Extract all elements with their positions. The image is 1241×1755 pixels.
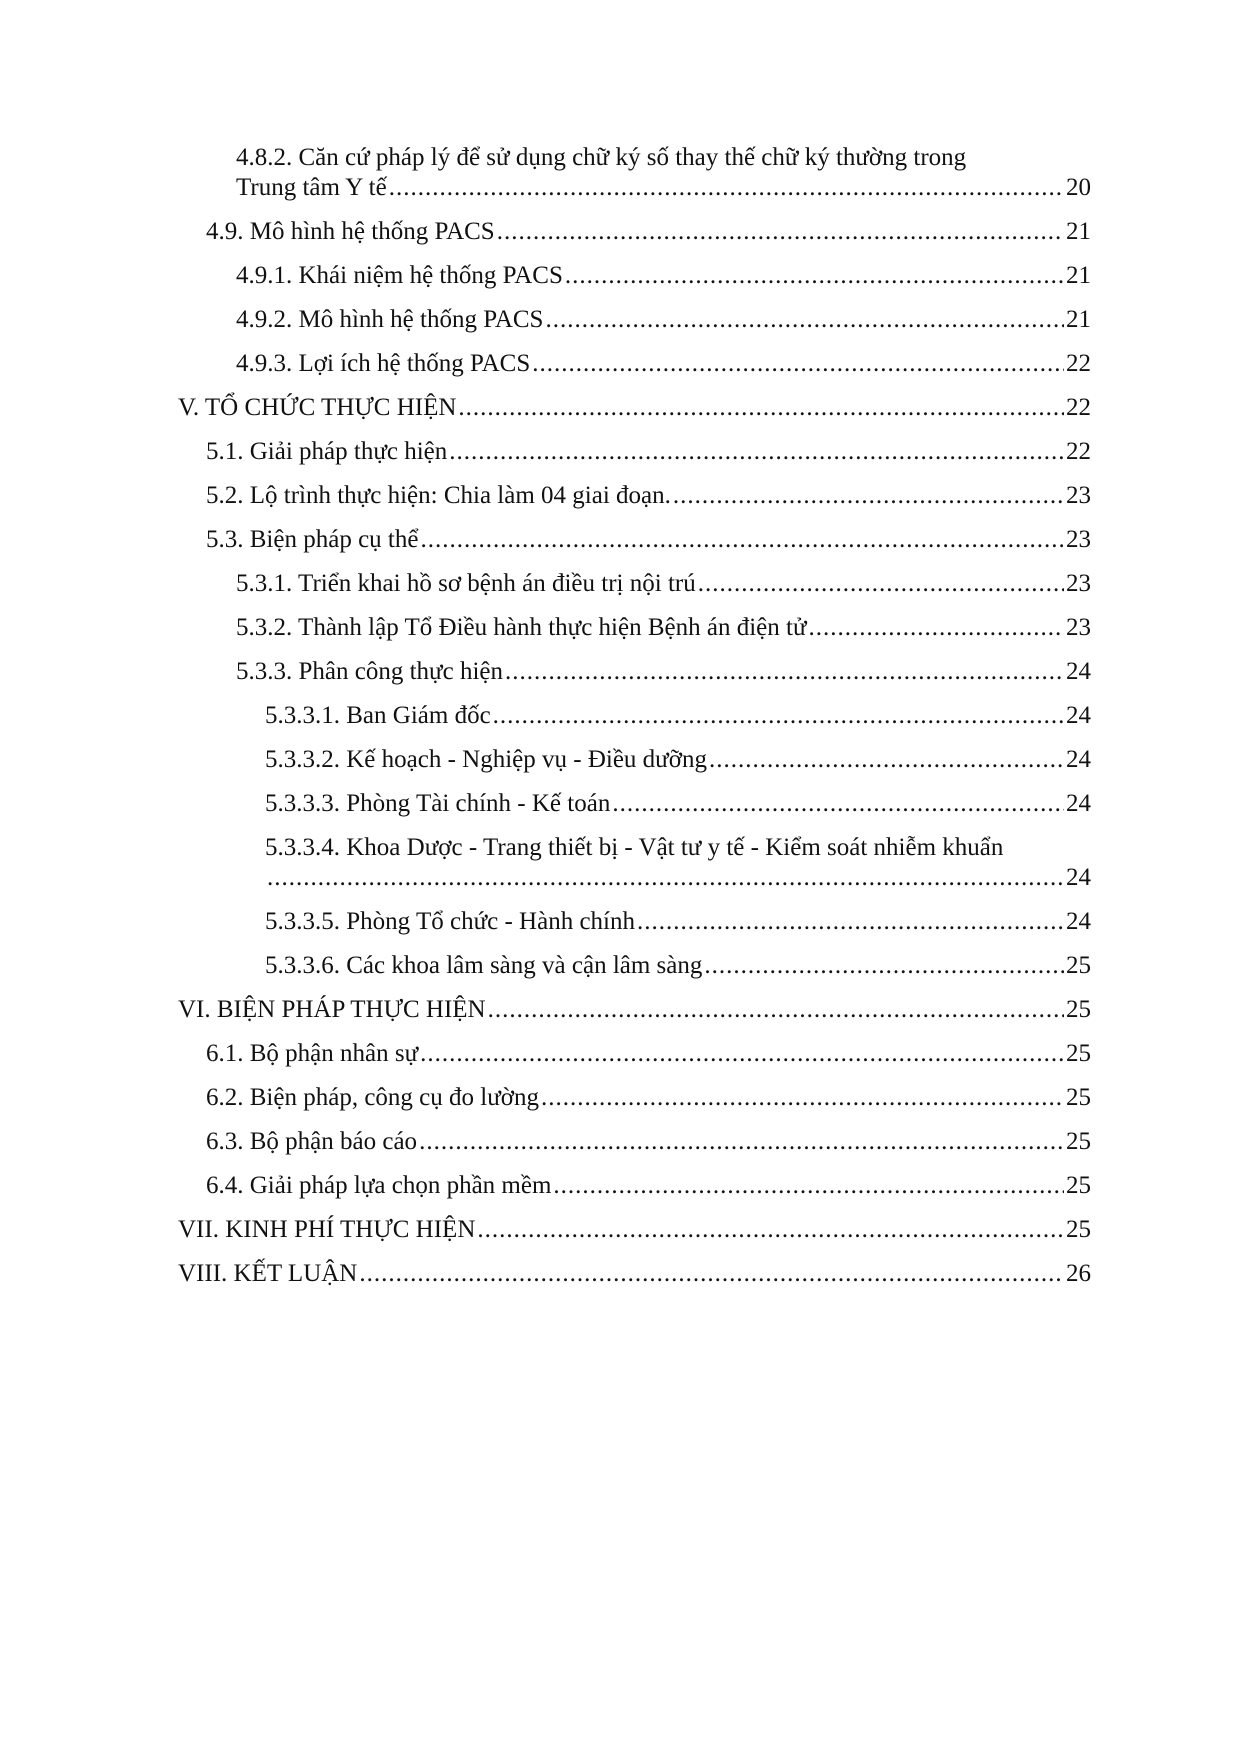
toc-entry-title: 5.1. Giải pháp thực hiện [206, 438, 448, 465]
toc-entry-6-4 [0, 1164, 1241, 1208]
dot-leader [545, 298, 1064, 342]
toc-entry-title: 5.3.3.3. Phòng Tài chính - Kế toán [265, 790, 611, 817]
dot-leader [420, 518, 1064, 562]
toc-entry-5-3 [0, 518, 1241, 562]
toc-entry-4-9 [0, 210, 1241, 254]
toc-entry-6-3 [0, 1120, 1241, 1164]
toc-entry-title: 4.9.3. Lợi ích hệ thống PACS [236, 350, 531, 377]
toc-entry-title: VII. KINH PHÍ THỰC HIỆN [178, 1216, 476, 1243]
dot-leader [449, 430, 1064, 474]
toc-entry-page: 25 [1066, 1172, 1091, 1199]
toc-entry-title: 6.2. Biện pháp, công cụ đo lường [206, 1084, 539, 1111]
toc-entry-title: 5.3.2. Thành lập Tổ Điều hành thực hiện Bệnh án điện tử [236, 614, 807, 641]
toc-entry-page: 20 [1066, 174, 1091, 201]
toc-entry-page: 26 [1066, 1260, 1091, 1287]
toc-entry-title: 4.9. Mô hình hệ thống PACS [206, 218, 495, 245]
toc-entry-page: 25 [1066, 1128, 1091, 1155]
toc-entry-title: VIII. KẾT LUẬN [178, 1260, 358, 1287]
toc-entry-5-2 [0, 474, 1241, 518]
toc-entry-5-3-1 [0, 562, 1241, 606]
toc-entry-title: 5.3.3. Phân công thực hiện [236, 658, 503, 685]
toc-entry-page: 25 [1066, 996, 1091, 1023]
toc-entry-viii [0, 1252, 1241, 1296]
dot-leader [809, 606, 1064, 650]
toc-entry-page: 24 [1066, 790, 1091, 817]
toc-entry-title: 6.1. Bộ phận nhân sự [206, 1040, 419, 1067]
toc-entry-5-3-3-4 [0, 826, 1241, 900]
toc-entry-page: 25 [1066, 952, 1091, 979]
toc-entry-page: 25 [1066, 1216, 1091, 1243]
dot-leader [673, 474, 1064, 518]
table-of-contents [0, 136, 1241, 1296]
toc-entry-5-1 [0, 430, 1241, 474]
toc-entry-title: Trung tâm Y tế [236, 174, 387, 201]
toc-entry-page: 21 [1066, 262, 1091, 289]
dot-leader [493, 694, 1064, 738]
toc-entry-title: 6.4. Giải pháp lựa chọn phần mềm [206, 1172, 552, 1199]
toc-entry-4-9-3 [0, 342, 1241, 386]
toc-entry-title: 6.3. Bộ phận báo cáo [206, 1128, 418, 1155]
toc-entry-4-8-2 [0, 136, 1241, 210]
toc-entry-title: 5.3.3.5. Phòng Tổ chức - Hành chính [265, 908, 635, 935]
dot-leader [267, 856, 1064, 900]
toc-entry-5-3-3-2 [0, 738, 1241, 782]
dot-leader [612, 782, 1064, 826]
dot-leader [359, 1252, 1064, 1296]
toc-entry-page: 23 [1066, 570, 1091, 597]
dot-leader [497, 210, 1064, 254]
toc-entry-title: 5.3.3.1. Ban Giám đốc [265, 702, 491, 729]
toc-entry-title: 5.3.3.2. Kế hoạch - Nghiệp vụ - Điều dưỡng [265, 746, 707, 773]
toc-entry-vii [0, 1208, 1241, 1252]
toc-entry-page: 24 [1066, 746, 1091, 773]
toc-entry-page: 21 [1066, 218, 1091, 245]
toc-entry-4-9-2 [0, 298, 1241, 342]
toc-entry-title: 5.3. Biện pháp cụ thể [206, 526, 419, 553]
toc-entry-page: 25 [1066, 1084, 1091, 1111]
toc-entry-title: VI. BIỆN PHÁP THỰC HIỆN [178, 996, 486, 1023]
toc-entry-title: 4.9.2. Mô hình hệ thống PACS [236, 306, 544, 333]
dot-leader [541, 1076, 1064, 1120]
toc-entry-page: 22 [1066, 438, 1091, 465]
toc-entry-title: 5.3.1. Triển khai hồ sơ bệnh án điều trị nội trú [236, 570, 696, 597]
dot-leader [419, 1120, 1064, 1164]
toc-entry-title: V. TỔ CHỨC THỰC HIỆN [178, 394, 457, 421]
dot-leader [505, 650, 1064, 694]
toc-entry-page: 23 [1066, 526, 1091, 553]
toc-entry-page: 24 [1066, 864, 1091, 891]
toc-entry-6-1 [0, 1032, 1241, 1076]
toc-entry-page: 25 [1066, 1040, 1091, 1067]
toc-entry-title: 5.2. Lộ trình thực hiện: Chia làm 04 giai đoạn. [206, 482, 671, 509]
dot-leader [637, 900, 1064, 944]
dot-leader [420, 1032, 1064, 1076]
toc-entry-page: 24 [1066, 658, 1091, 685]
toc-entry-title: 4.9.1. Khái niệm hệ thống PACS [236, 262, 563, 289]
dot-leader [553, 1164, 1064, 1208]
toc-entry-page: 23 [1066, 614, 1091, 641]
toc-entry-5-3-3 [0, 650, 1241, 694]
dot-leader [488, 988, 1064, 1032]
dot-leader [458, 386, 1064, 430]
toc-entry-title-line1: 4.8.2. Căn cứ pháp lý để sử dụng chữ ký số thay thế chữ ký thường trong [236, 144, 967, 171]
toc-entry-page: 22 [1066, 350, 1091, 377]
toc-entry-page: 24 [1066, 908, 1091, 935]
toc-entry-title-line1: 5.3.3.4. Khoa Dược - Trang thiết bị - Vật tư y tế - Kiểm soát nhiễm khuẩn [265, 834, 1004, 861]
dot-leader [704, 944, 1064, 988]
toc-entry-5-3-3-3 [0, 782, 1241, 826]
toc-entry-page: 24 [1066, 702, 1091, 729]
dot-leader [698, 562, 1064, 606]
toc-entry-vi [0, 988, 1241, 1032]
toc-entry-page: 23 [1066, 482, 1091, 509]
toc-entry-title: 5.3.3.6. Các khoa lâm sàng và cận lâm sàng [265, 952, 703, 979]
toc-entry-page: 22 [1066, 394, 1091, 421]
dot-leader [477, 1208, 1064, 1252]
toc-entry-5-3-3-5 [0, 900, 1241, 944]
dot-leader [389, 166, 1064, 210]
dot-leader [532, 342, 1064, 386]
toc-entry-4-9-1 [0, 254, 1241, 298]
toc-entry-5-3-2 [0, 606, 1241, 650]
dot-leader [709, 738, 1064, 782]
toc-entry-page: 21 [1066, 306, 1091, 333]
toc-entry-6-2 [0, 1076, 1241, 1120]
toc-entry-5-3-3-6 [0, 944, 1241, 988]
toc-entry-5-3-3-1 [0, 694, 1241, 738]
toc-entry-v [0, 386, 1241, 430]
dot-leader [565, 254, 1064, 298]
